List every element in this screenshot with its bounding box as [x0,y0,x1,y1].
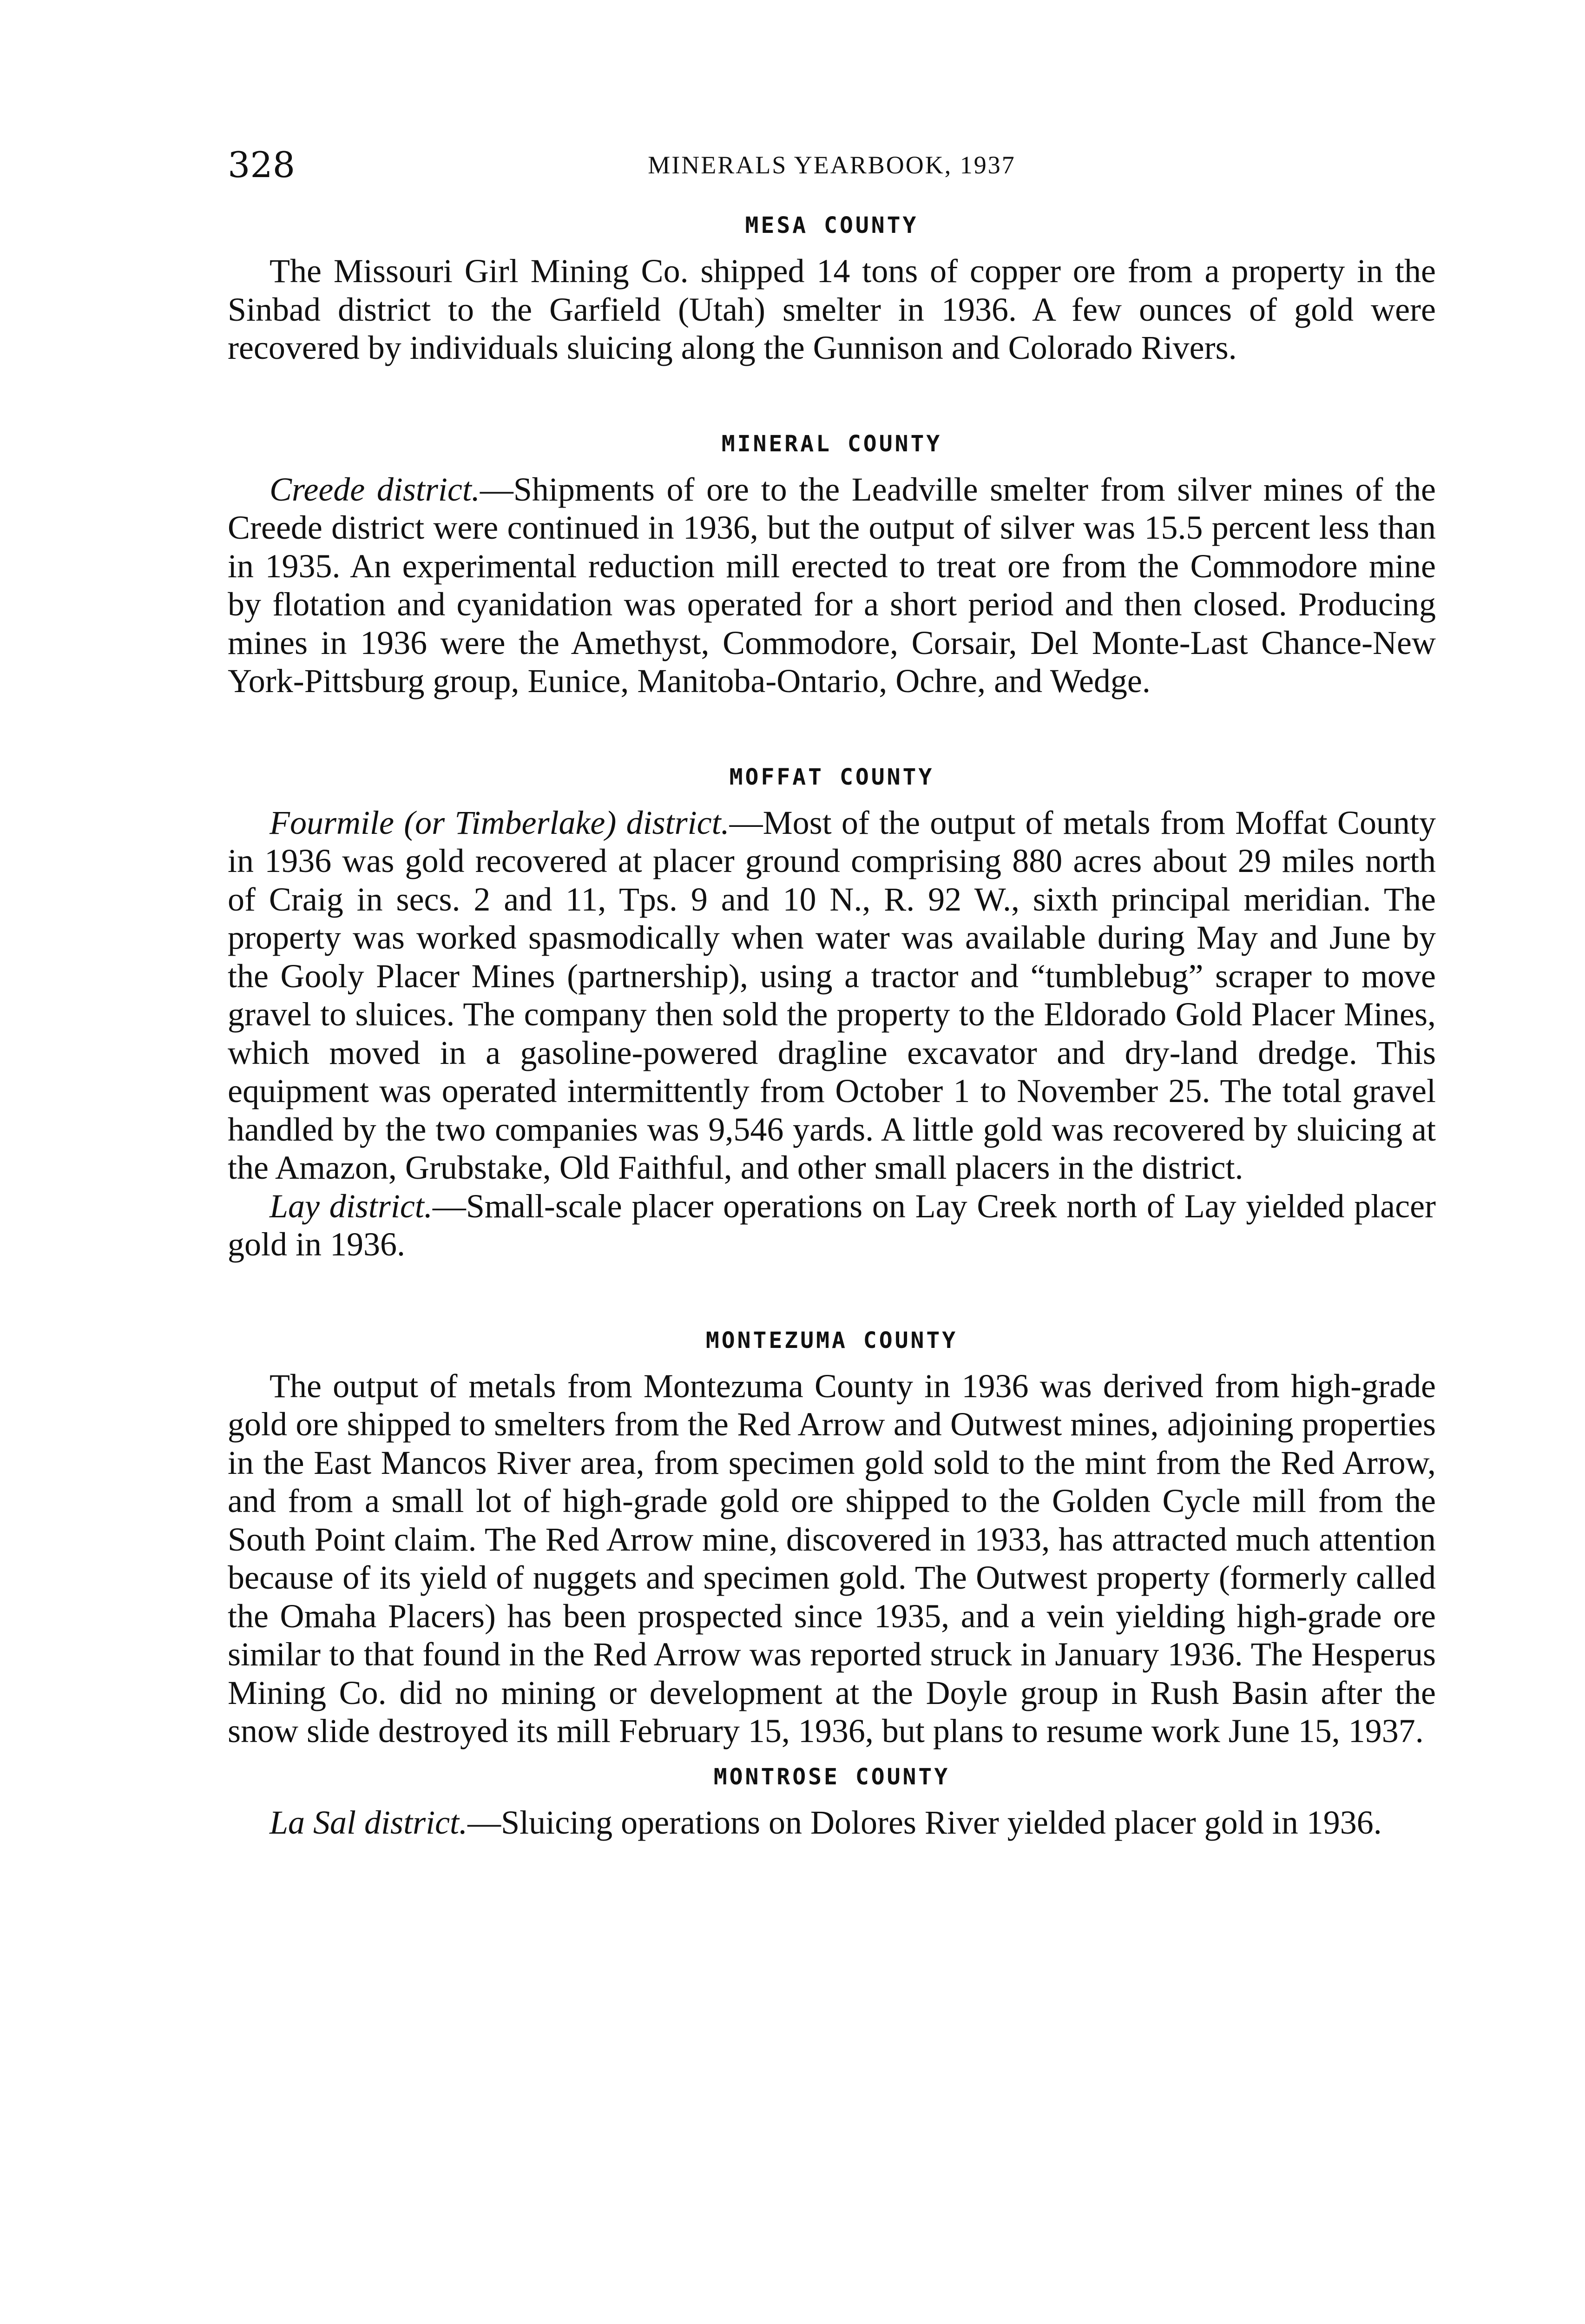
page-content [228,205,1436,1842]
body-paragraph [228,252,1436,367]
paragraph-text: —Sluicing operations on Dolores River yielded placer gold in 1936. [467,1803,1382,1841]
paragraph-text: —Shipments of ore to the Leadville smelter from silver mines of the Creede district were continued in 1936, but the output of silver was 15.5 percent less than in 1935. An experimental reduction mill erected to treat ore from the Commodore mine by flotation and cyanidation was operated for a short period and then closed. Producing mines in 1936 were the Amethyst, Commodore, Corsair, Del Monte-Last Chance-New York-Pittsburg group, Eunice, Manitoba-Ontario, Ochre, and Wedge. [228,470,1436,700]
paragraph-lead: La Sal district. [270,1803,468,1841]
section-mesa-county [228,205,1436,367]
section-mineral-county [228,423,1436,700]
paragraph-text: —Most of the output of metals from Moffat County in 1936 was gold recovered at placer ground comprising 880 acres about 29 miles north of Craig in secs. 2 and 11, Tps. 9 and 10 N., R. 92 W., sixth principal meridian. The property was worked spasmodically when water was available during May and June by the Gooly Placer Mines (partnership), using a tractor and “tumblebug” scraper to move gravel to sluices. The company then sold the property to the Eldorado Gold Placer Mines, which moved in a gasoline-powered dragline excavator and dry-land dredge. This equipment was operated intermittently from October 1 to November 25. The total gravel handled by the two companies was 9,546 yards. A little gold was recovered by sluicing at the Amazon, Grubstake, Old Faithful, and other small placers in the district. [228,804,1436,1186]
body-paragraph [228,804,1436,1187]
section-heading: MINERAL COUNTY [721,430,942,457]
section-heading: MOFFAT COUNTY [729,764,934,790]
section-heading: MONTROSE COUNTY [713,1763,950,1790]
section-heading: MESA COUNTY [745,212,919,238]
running-title: MINERALS YEARBOOK, 1937 [648,151,1016,179]
paragraph-text: The output of metals from Montezuma County in 1936 was derived from high-grade gold ore shipped to smelters from the Red Arrow and Outwest mines, adjoining properties in the East Mancos River area, from specimen gold sold to the mint from the Red Arrow, and from a small lot of high-grade gold ore shipped to the Golden Cycle mill from the South Point claim. The Red Arrow mine, discovered in 1933, has attracted much attention because of its yield of nuggets and specimen gold. The Outwest property (formerly called the Omaha Placers) has been prospected since 1935, and a vein yielding high-grade ore similar to that found in the Red Arrow was reported struck in January 1936. The Hesperus Mining Co. did no mining or development at the Doyle group in Rush Basin after the snow slide destroyed its mill February 15, 1936, but plans to resume work June 15, 1937. [228,1367,1436,1750]
body-paragraph [228,1187,1436,1264]
paragraph-text: —Small-scale placer operations on Lay Creek north of Lay yielded placer gold in 1936. [228,1187,1436,1263]
paragraph-lead: Fourmile (or Timberlake) district. [270,804,730,841]
paragraph-lead: Lay district. [270,1187,433,1225]
running-header [228,139,1436,191]
paragraph-lead: Creede district. [270,470,480,508]
page-number: 328 [228,144,296,185]
section-moffat-county [228,756,1436,1264]
paragraph-text: The Missouri Girl Mining Co. shipped 14 tons of copper ore from a property in the Sinbad district to the Garfield (Utah) smelter in 1936. A few ounces of gold were recovered by individuals sluicing along the Gunnison and Colorado Rivers. [228,252,1436,366]
body-paragraph [228,470,1436,700]
body-paragraph [228,1367,1436,1750]
section-heading: MONTEZUMA COUNTY [705,1327,958,1353]
body-paragraph [228,1803,1436,1842]
section-montezuma-county [228,1320,1436,1750]
section-montrose-county [228,1756,1436,1842]
